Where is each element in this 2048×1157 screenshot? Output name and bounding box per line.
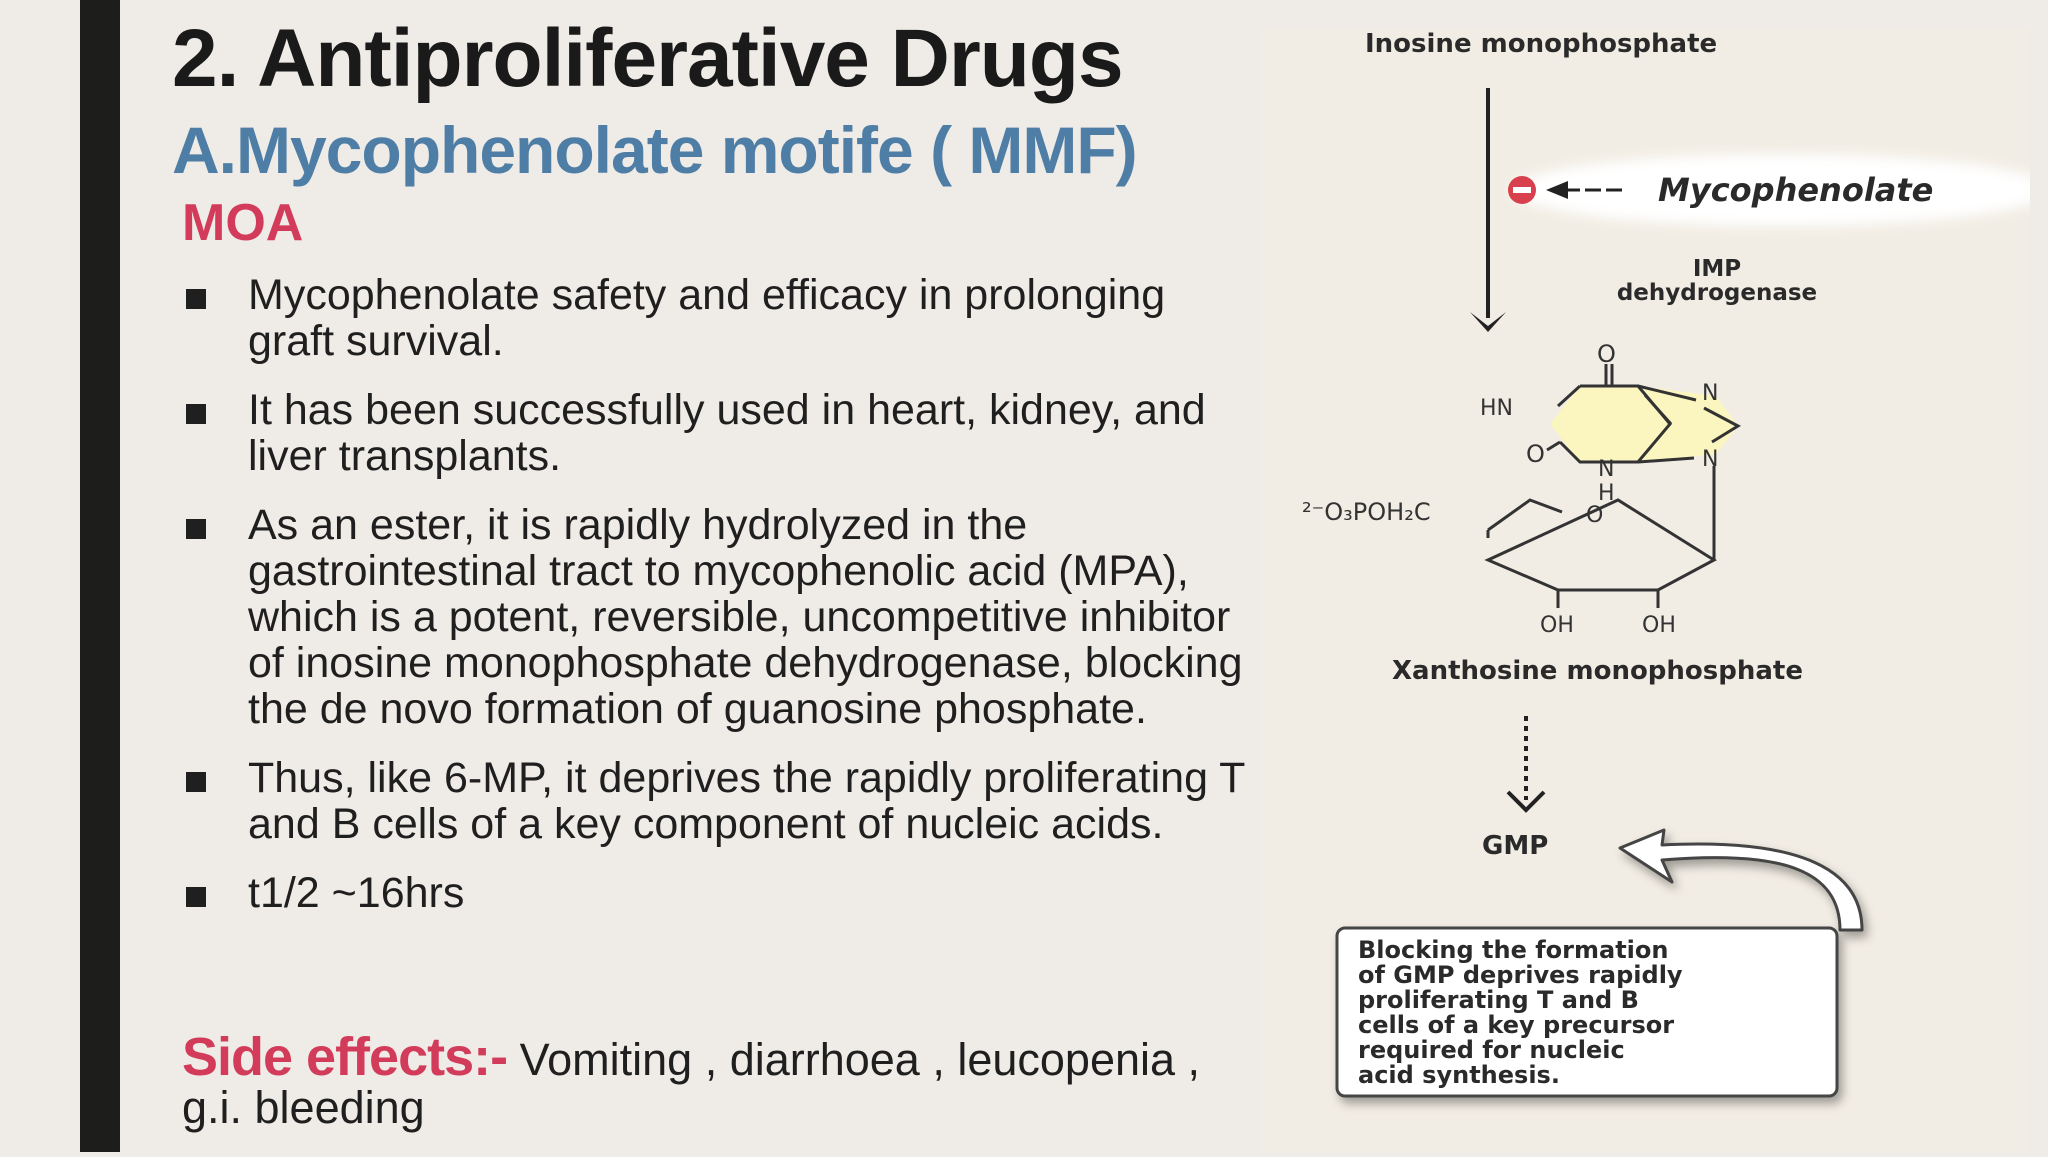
callout-line: acid synthesis. [1358, 1061, 1560, 1089]
callout-line: required for nucleic [1358, 1036, 1625, 1064]
bullet-text: It has been successfully used in heart, kidney, and liver transplants. [248, 386, 1206, 480]
callout-line: proliferating T and B [1358, 986, 1639, 1014]
phosphate-label: ²⁻O₃POH₂C [1302, 498, 1431, 526]
bullet-list [182, 272, 1252, 939]
square-bullet-icon [186, 887, 206, 907]
h-label: H [1598, 481, 1615, 506]
square-bullet-icon [186, 772, 206, 792]
dotted-arrow-head-icon [1508, 792, 1544, 810]
n-label-bottom: N [1598, 457, 1615, 482]
bullet-text: t1/2 ~16hrs [248, 869, 465, 917]
oh-label-2: OH [1642, 613, 1676, 638]
xanthosine-monophosphate-label: Xanthosine monophosphate [1392, 656, 1803, 686]
pathway-figure [1262, 30, 2030, 1152]
hn-label: HN [1480, 396, 1513, 421]
bullet-item [182, 272, 1252, 364]
curved-arrow-icon [1620, 830, 1862, 930]
side-effects-text: Vomiting , diarrhoea , leucopenia , g.i. bleeding [182, 1034, 1201, 1133]
bullet-item [182, 755, 1252, 847]
carbonyl-o-top: O [1597, 340, 1616, 368]
inosine-monophosphate-label: Inosine monophosphate [1365, 30, 1718, 59]
moa-heading: MOA [182, 194, 304, 252]
xanthosine-structure [1302, 340, 1738, 638]
square-bullet-icon [186, 289, 206, 309]
slide-subtitle: A.Mycophenolate motife ( MMF) [172, 113, 1137, 187]
bullet-text: Mycophenolate safety and efficacy in prolonging graft survival. [248, 271, 1166, 365]
square-bullet-icon [186, 404, 206, 424]
bullet-item [182, 870, 1252, 916]
enzyme-label-line2: dehydrogenase [1616, 280, 1818, 306]
pathway-diagram [1262, 30, 2030, 1152]
ring-o-label: O [1586, 503, 1604, 528]
n-label-top: N [1702, 381, 1719, 406]
oh-label-1: OH [1540, 613, 1574, 638]
carbonyl-o-left: O [1526, 440, 1545, 468]
bullet-item [182, 502, 1252, 732]
side-effects-label: Side effects:- [182, 1027, 508, 1087]
enzyme-label-line1: IMP [1692, 256, 1742, 282]
mycophenolate-label: Mycophenolate [1658, 171, 1934, 209]
minus-sign [1513, 187, 1531, 193]
gmp-label: GMP [1482, 831, 1549, 861]
slide-title: 2. Antiproliferative Drugs [172, 13, 1123, 104]
bullet-item [182, 387, 1252, 479]
bullet-text: Thus, like 6-MP, it deprives the rapidly proliferating T and B cells of a key component of nucleic acids. [248, 754, 1245, 848]
callout-line: Blocking the formation [1358, 936, 1669, 964]
side-effects [182, 1027, 1262, 1133]
callout-line: of GMP deprives rapidly [1358, 961, 1683, 989]
bullet-text: As an ester, it is rapidly hydrolyzed in the gastrointestinal tract to mycophenolic acid (MPA), which is a potent, reversible, uncompetitive inhibitor of inosine monophosphate dehydrogenase, blocking the de novo formation of guanosine phosphate. [248, 501, 1243, 733]
n-label-right: N [1702, 447, 1719, 472]
left-accent-bar [80, 0, 120, 1152]
square-bullet-icon [186, 519, 206, 539]
callout-line: cells of a key precursor [1358, 1011, 1675, 1039]
